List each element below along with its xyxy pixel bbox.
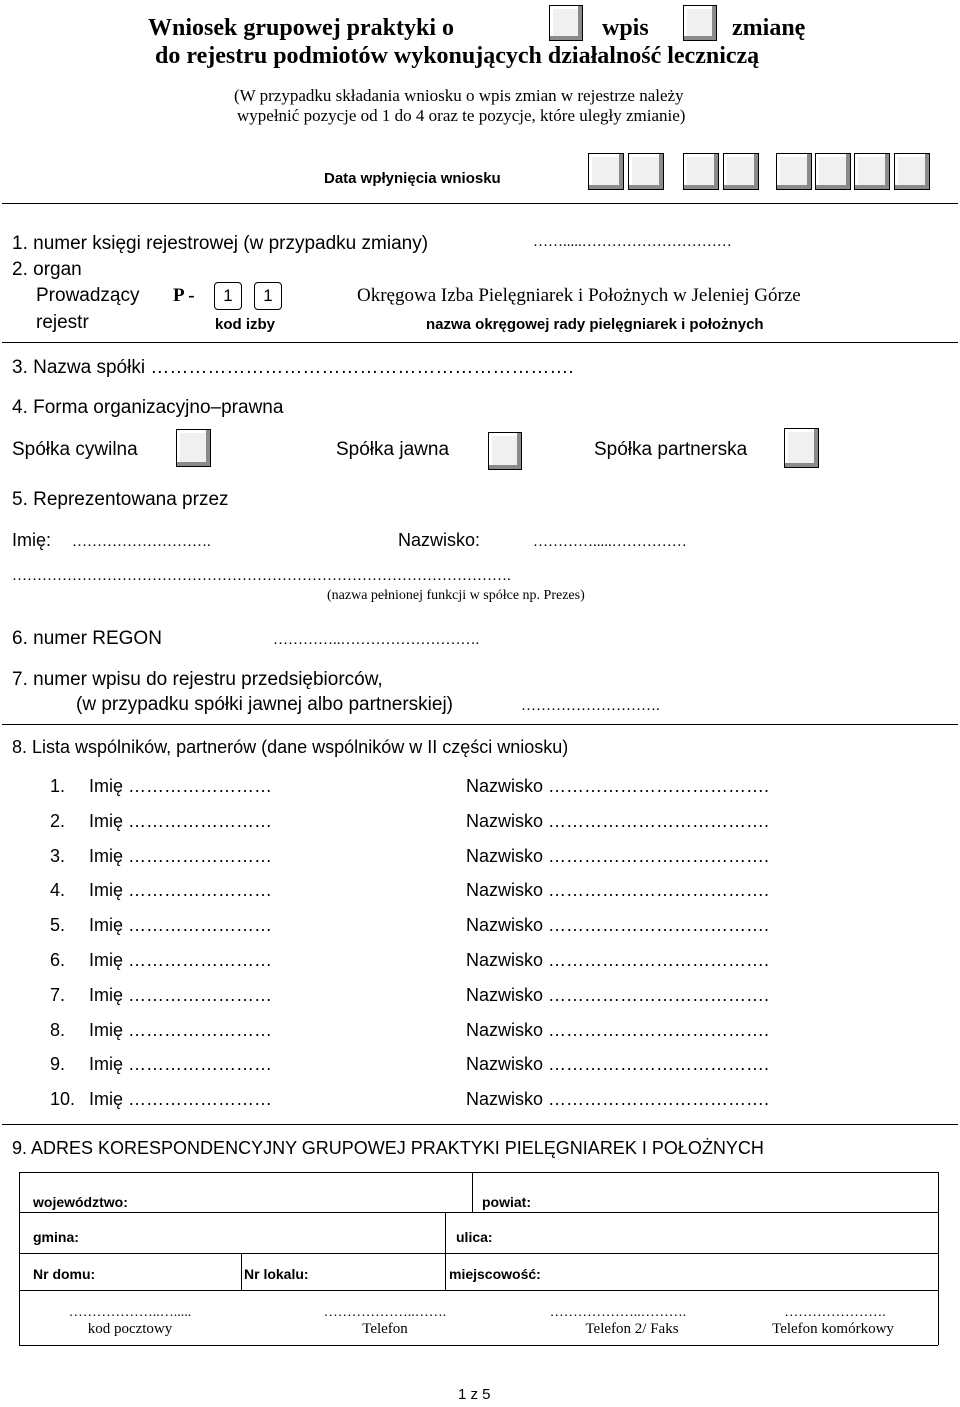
date-digit-box[interactable] xyxy=(683,153,719,190)
address-table-border xyxy=(445,1253,446,1290)
phone-caption: Telefon xyxy=(362,1321,408,1337)
prowadzacy-label: Prowadzący xyxy=(36,285,140,306)
represented-by-label: 5. Reprezentowana przez xyxy=(12,489,229,510)
partner-row-number: 10. xyxy=(50,1089,76,1109)
date-received-label: Data wpłynięcia wniosku xyxy=(324,170,501,187)
zmiana-checkbox[interactable] xyxy=(683,5,717,41)
spolka-cywilna-checkbox[interactable] xyxy=(176,429,211,467)
powiat-field-label[interactable]: powiat: xyxy=(482,1194,531,1210)
ulica-field-label[interactable]: ulica: xyxy=(456,1229,493,1245)
business-register-label-line1: 7. numer wpisu do rejestru przedsiębiorców, xyxy=(12,669,383,690)
date-digit-box[interactable] xyxy=(815,153,851,190)
postal-code-field[interactable]: ………………..…..... xyxy=(68,1305,192,1320)
partner-last-name-field[interactable]: Nazwisko ………………………………. xyxy=(466,1054,770,1074)
last-name-label: Nazwisko: xyxy=(398,530,481,550)
spolka-cywilna-label: Spółka cywilna xyxy=(12,439,138,460)
divider xyxy=(2,203,958,204)
regon-field[interactable]: …………..………………………. xyxy=(273,632,480,648)
partner-last-name-field[interactable]: Nazwisko ………………………………. xyxy=(466,1020,770,1040)
form-title-line2: do rejestru podmiotów wykonujących działalność leczniczą xyxy=(155,43,760,69)
partner-first-name-field[interactable]: Imię …………………… xyxy=(89,846,273,866)
partner-first-name-field[interactable]: Imię …………………… xyxy=(89,776,273,796)
date-digit-box[interactable] xyxy=(628,153,664,190)
postal-code-caption: kod pocztowy xyxy=(87,1321,173,1337)
partner-row-number: 8. xyxy=(50,1020,66,1040)
function-caption: (nazwa pełnionej funkcji w spółce np. Prezes) xyxy=(327,588,585,603)
company-name-label xyxy=(12,357,574,379)
partner-last-name-field[interactable]: Nazwisko ………………………………. xyxy=(466,776,770,796)
option-zmiane-label: zmianę xyxy=(732,15,806,41)
partner-first-name-field[interactable]: Imię …………………… xyxy=(89,950,273,970)
partner-first-name-field[interactable]: Imię …………………… xyxy=(89,985,273,1005)
council-name-caption: nazwa okręgowej rady pielęgniarek i położnych xyxy=(426,316,764,333)
chamber-code-digit[interactable]: 1 xyxy=(254,282,282,310)
address-table-border xyxy=(19,1253,938,1254)
partner-row-number: 9. xyxy=(50,1054,66,1074)
address-table-border xyxy=(445,1212,446,1253)
gmina-field-label[interactable]: gmina: xyxy=(33,1229,79,1245)
wojewodztwo-field-label[interactable]: województwo: xyxy=(33,1194,128,1210)
nr-lokalu-field-label[interactable]: Nr lokalu: xyxy=(244,1266,309,1282)
option-wpis-label: wpis xyxy=(602,15,649,41)
partner-first-name-field[interactable]: Imię …………………… xyxy=(89,1089,273,1109)
phone2-fax-field[interactable]: ………………..………. xyxy=(549,1305,687,1320)
partner-last-name-field[interactable]: Nazwisko ………………………………. xyxy=(466,846,770,866)
legal-form-label: 4. Forma organizacyjno–prawna xyxy=(12,397,284,418)
partner-last-name-field[interactable]: Nazwisko ………………………………. xyxy=(466,985,770,1005)
spolka-partnerska-checkbox[interactable] xyxy=(784,428,819,468)
function-field[interactable]: ………………………………………………………………………………………. xyxy=(12,568,511,584)
partner-last-name-field[interactable]: Nazwisko ………………………………. xyxy=(466,950,770,970)
partner-last-name-field[interactable]: Nazwisko ………………………………. xyxy=(466,1089,770,1109)
partner-last-name-field[interactable]: Nazwisko ………………………………. xyxy=(466,915,770,935)
address-table-border xyxy=(241,1253,242,1290)
partner-last-name-field[interactable]: Nazwisko ………………………………. xyxy=(466,880,770,900)
chamber-code-digit[interactable]: 1 xyxy=(214,282,242,310)
divider xyxy=(2,1124,958,1125)
form-note-line2: wypełnić pozycje od 1 do 4 oraz te pozycje, które uległy zmianie) xyxy=(237,106,686,125)
partner-row-number: 6. xyxy=(50,950,66,970)
first-name-field[interactable]: ………………………. xyxy=(72,534,211,550)
business-register-field[interactable]: ………………………. xyxy=(521,698,660,714)
partner-last-name-field[interactable]: Nazwisko ………………………………. xyxy=(466,811,770,831)
address-table-border xyxy=(938,1172,939,1345)
partner-first-name-field[interactable]: Imię …………………… xyxy=(89,915,273,935)
phone-field[interactable]: ………………..……. xyxy=(323,1305,447,1320)
miejscowosc-field-label[interactable]: miejscowość: xyxy=(449,1266,541,1282)
partner-row-number: 2. xyxy=(50,811,66,831)
register-book-number-field[interactable]: …….....………………………… xyxy=(533,234,732,250)
rejestr-label: rejestr xyxy=(36,312,89,333)
spolka-partnerska-label: Spółka partnerska xyxy=(594,439,748,460)
address-table-border xyxy=(19,1345,938,1346)
chamber-prefix: P - xyxy=(173,285,195,306)
last-name-field[interactable]: ………….....…………… xyxy=(533,534,687,550)
date-digit-box[interactable] xyxy=(723,153,759,190)
page-number: 1 z 5 xyxy=(458,1386,491,1403)
business-register-label-line2: (w przypadku spółki jawnej albo partnerskiej) xyxy=(76,694,454,715)
partner-first-name-field[interactable]: Imię …………………… xyxy=(89,880,273,900)
phone2-fax-caption: Telefon 2/ Faks xyxy=(585,1321,679,1337)
chamber-code-caption: kod izby xyxy=(215,316,276,333)
date-digit-box[interactable] xyxy=(854,153,890,190)
regon-label: 6. numer REGON xyxy=(12,628,162,649)
mobile-phone-field[interactable]: …………………. xyxy=(784,1305,886,1320)
wpis-checkbox[interactable] xyxy=(549,5,583,41)
date-digit-box[interactable] xyxy=(588,153,624,190)
partner-first-name-field[interactable]: Imię …………………… xyxy=(89,1020,273,1040)
council-name: Okręgowa Izba Pielęgniarek i Położnych w Jeleniej Górze xyxy=(357,285,801,306)
form-title-part1: Wniosek grupowej praktyki o xyxy=(148,15,455,41)
partner-row-number: 5. xyxy=(50,915,66,935)
register-book-number-label: 1. numer księgi rejestrowej (w przypadku zmiany) xyxy=(12,233,429,254)
partners-list-label: 8. Lista wspólników, partnerów (dane wspólników w II części wniosku) xyxy=(12,737,569,757)
company-name-field[interactable]: 3. Nazwa spółki …………………………………………………………. xyxy=(12,357,574,378)
mobile-phone-caption: Telefon komórkowy xyxy=(772,1321,894,1337)
partner-first-name-field[interactable]: Imię …………………… xyxy=(89,1054,273,1074)
address-table-border xyxy=(472,1172,473,1212)
partner-row-number: 7. xyxy=(50,985,66,1005)
partner-first-name-field[interactable]: Imię …………………… xyxy=(89,811,273,831)
partner-row-number: 1. xyxy=(50,776,66,796)
organ-label: 2. organ xyxy=(12,259,82,280)
address-section-label: 9. ADRES KORESPONDENCYJNY GRUPOWEJ PRAKTYKI PIELĘGNIAREK I POŁOŻNYCH xyxy=(12,1138,764,1158)
spolka-jawna-checkbox[interactable] xyxy=(488,432,522,470)
divider xyxy=(2,724,958,725)
date-digit-box[interactable] xyxy=(776,153,812,190)
address-table-border xyxy=(19,1172,20,1345)
partner-row-number: 3. xyxy=(50,846,66,866)
address-table-border xyxy=(19,1172,938,1173)
divider xyxy=(2,342,958,343)
nr-domu-field-label[interactable]: Nr domu: xyxy=(33,1266,96,1282)
address-table-border xyxy=(19,1212,938,1213)
address-table-border xyxy=(19,1290,938,1291)
form-note-line1: (W przypadku składania wniosku o wpis zmian w rejestrze należy xyxy=(234,86,684,105)
date-digit-box[interactable] xyxy=(894,153,930,190)
partner-row-number: 4. xyxy=(50,880,66,900)
first-name-label: Imię: xyxy=(12,530,52,550)
spolka-jawna-label: Spółka jawna xyxy=(336,439,450,460)
